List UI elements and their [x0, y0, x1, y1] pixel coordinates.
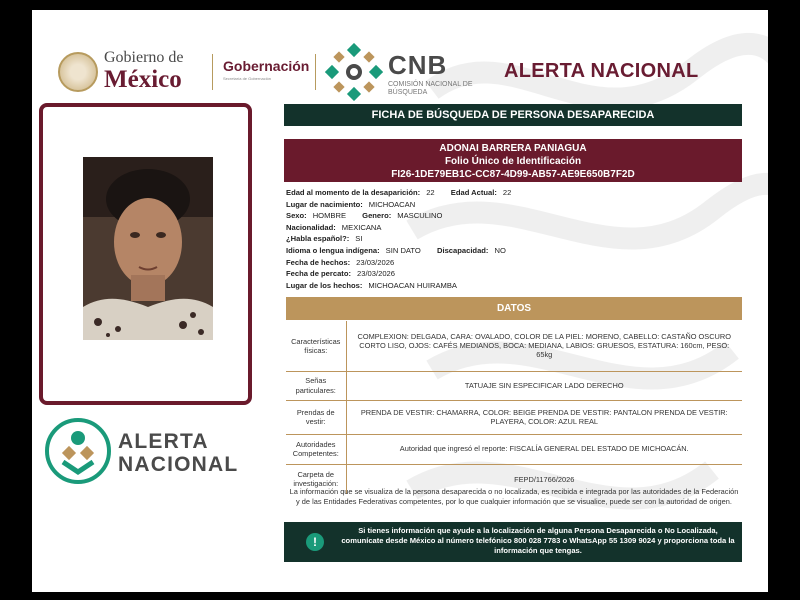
info-label: Fecha de percato:: [286, 269, 351, 279]
info-value: MEXICANA: [341, 222, 382, 232]
datos-label: Señas particulares:: [286, 371, 346, 400]
info-row: [286, 222, 742, 234]
gobernacion-subtitle: Secretaría de Gobernación: [223, 76, 272, 81]
info-value: MICHOACAN HUIRAMBA: [368, 280, 457, 290]
info-label: Sexo:: [286, 211, 307, 221]
info-label: Genero:: [362, 211, 392, 221]
contact-text: Si tienes información que ayude a la localización de alguna Persona Desaparecida o No Localizada, comunícate desde México al número telefónico 800 028 7783 o WhatsApp 55 1309 9024 y proporciona toda la información que tengas.: [341, 526, 735, 555]
info-value: NO: [494, 245, 506, 255]
nacional-word: NACIONAL: [118, 453, 239, 476]
header-divider: [315, 54, 316, 90]
datos-value: PRENDA DE VESTIR: CHAMARRA, COLOR: BEIGE PRENDA DE VESTIR: PANTALON PRENDA DE VESTIR: PLAYERA, COLOR: AZUL REAL: [360, 407, 728, 426]
header-divider: [212, 54, 213, 90]
gobierno-logo: [104, 50, 184, 92]
cnb-logo: [388, 52, 478, 98]
info-row: [286, 280, 742, 292]
gobernacion-title: Gobernación: [223, 58, 310, 74]
datos-value: TATUAJE SIN ESPECIFICAR LADO DERECHO: [464, 380, 624, 390]
info-value: SI: [355, 234, 363, 244]
datos-label: Prendas de vestir:: [286, 400, 346, 434]
datos-value: FEPD/11766/2026: [514, 474, 575, 484]
info-label: Edad al momento de la desaparición:: [286, 188, 421, 197]
table-row: [286, 321, 742, 371]
info-label: Lugar de los hechos:: [286, 280, 363, 290]
person-photo: [83, 157, 213, 340]
person-name-block: [284, 139, 742, 182]
cnb-subtitle: COMISIÓN NACIONAL DE BÚSQUEDA: [388, 81, 473, 97]
alert-sheet: [32, 10, 768, 592]
info-label: Idioma o lengua indígena:: [286, 245, 380, 255]
info-value: SIN DATO: [385, 245, 421, 255]
info-value: MASCULINO: [397, 211, 443, 221]
page-title: ALERTA NACIONAL: [504, 60, 699, 82]
datos-value: COMPLEXION: DELGADA, CARA: OVALADO, COLOR DE LA PIEL: MORENO, CABELLO: CASTAÑO OSCURO CORTO LISO, OJOS: CAFÉS MEDIANOS, BOCA: MEDIANA, LABIOS: GRUESOS, ESTATURA: 160cm, PESO: 65kg: [357, 331, 731, 360]
info-label: Nacionalidad:: [286, 222, 336, 232]
alerta-nacional-logo: [118, 431, 238, 477]
datos-label: Autoridades Competentes:: [286, 434, 346, 464]
mexico-seal-icon: [58, 52, 98, 92]
gobierno-line1: Gobierno de: [104, 49, 184, 66]
cnb-title: CNB: [388, 50, 448, 80]
info-row: [286, 257, 742, 269]
info-row: [286, 233, 742, 245]
table-row: [286, 400, 742, 434]
info-row: [286, 187, 742, 199]
person-info: [286, 187, 742, 291]
info-label: Discapacidad:: [436, 245, 489, 255]
info-value: 22: [502, 188, 512, 197]
alert-icon: !: [306, 533, 324, 551]
info-label: ¿Habla español?:: [286, 234, 350, 244]
info-value: MICHOACAN: [368, 199, 416, 209]
folio-value: FI26-1DE79EB1C-CC87-4D99-AB57-AE9E650B7F2D: [391, 169, 635, 180]
gobernacion-logo: [223, 58, 309, 81]
info-label: Fecha de hechos:: [286, 257, 351, 267]
datos-title: DATOS: [286, 297, 742, 320]
alerta-nacional-logo-icon: [45, 418, 111, 484]
info-row: [286, 199, 742, 211]
datos-table: [286, 321, 742, 494]
photo-frame: [39, 103, 252, 405]
disclaimer: La información que se visualiza de la persona desaparecida o no localizada, es recibida e integrada por las autoridades de la Federación y de las Entidades Federativas competentes, por lo que cualquier información que se visualice, puede ser con la autoridad de origen.: [289, 487, 739, 506]
info-label: Edad Actual:: [450, 188, 497, 197]
cnb-logo-icon: [325, 43, 383, 101]
info-row: [286, 245, 742, 257]
datos-label: Carpeta de investigación:: [286, 464, 346, 494]
info-label: Lugar de nacimiento:: [286, 199, 363, 209]
table-row: [286, 371, 742, 400]
info-value: 22: [426, 188, 435, 197]
datos-value: Autoridad que ingresó el reporte: FISCALÍA GENERAL DEL ESTADO DE MICHOACÁN.: [399, 444, 689, 454]
ficha-title: FICHA DE BÚSQUEDA DE PERSONA DESAPARECIDA: [284, 104, 742, 126]
gobierno-line2: México: [104, 66, 182, 93]
datos-label: Características físicas:: [286, 321, 346, 371]
folio-label: Folio Único de Identificación: [444, 156, 582, 167]
info-value: HOMBRE: [312, 211, 347, 221]
alerta-word: ALERTA: [118, 430, 209, 453]
table-row: [286, 434, 742, 464]
info-value: 23/03/2026: [357, 269, 396, 279]
info-row: [286, 210, 742, 222]
contact-footer: [284, 522, 742, 562]
info-row: [286, 268, 742, 280]
person-photo-image: [83, 157, 213, 340]
info-value: 23/03/2026: [356, 257, 395, 267]
header: [32, 10, 768, 100]
person-name: ADONAI BARRERA PANIAGUA: [439, 143, 587, 154]
